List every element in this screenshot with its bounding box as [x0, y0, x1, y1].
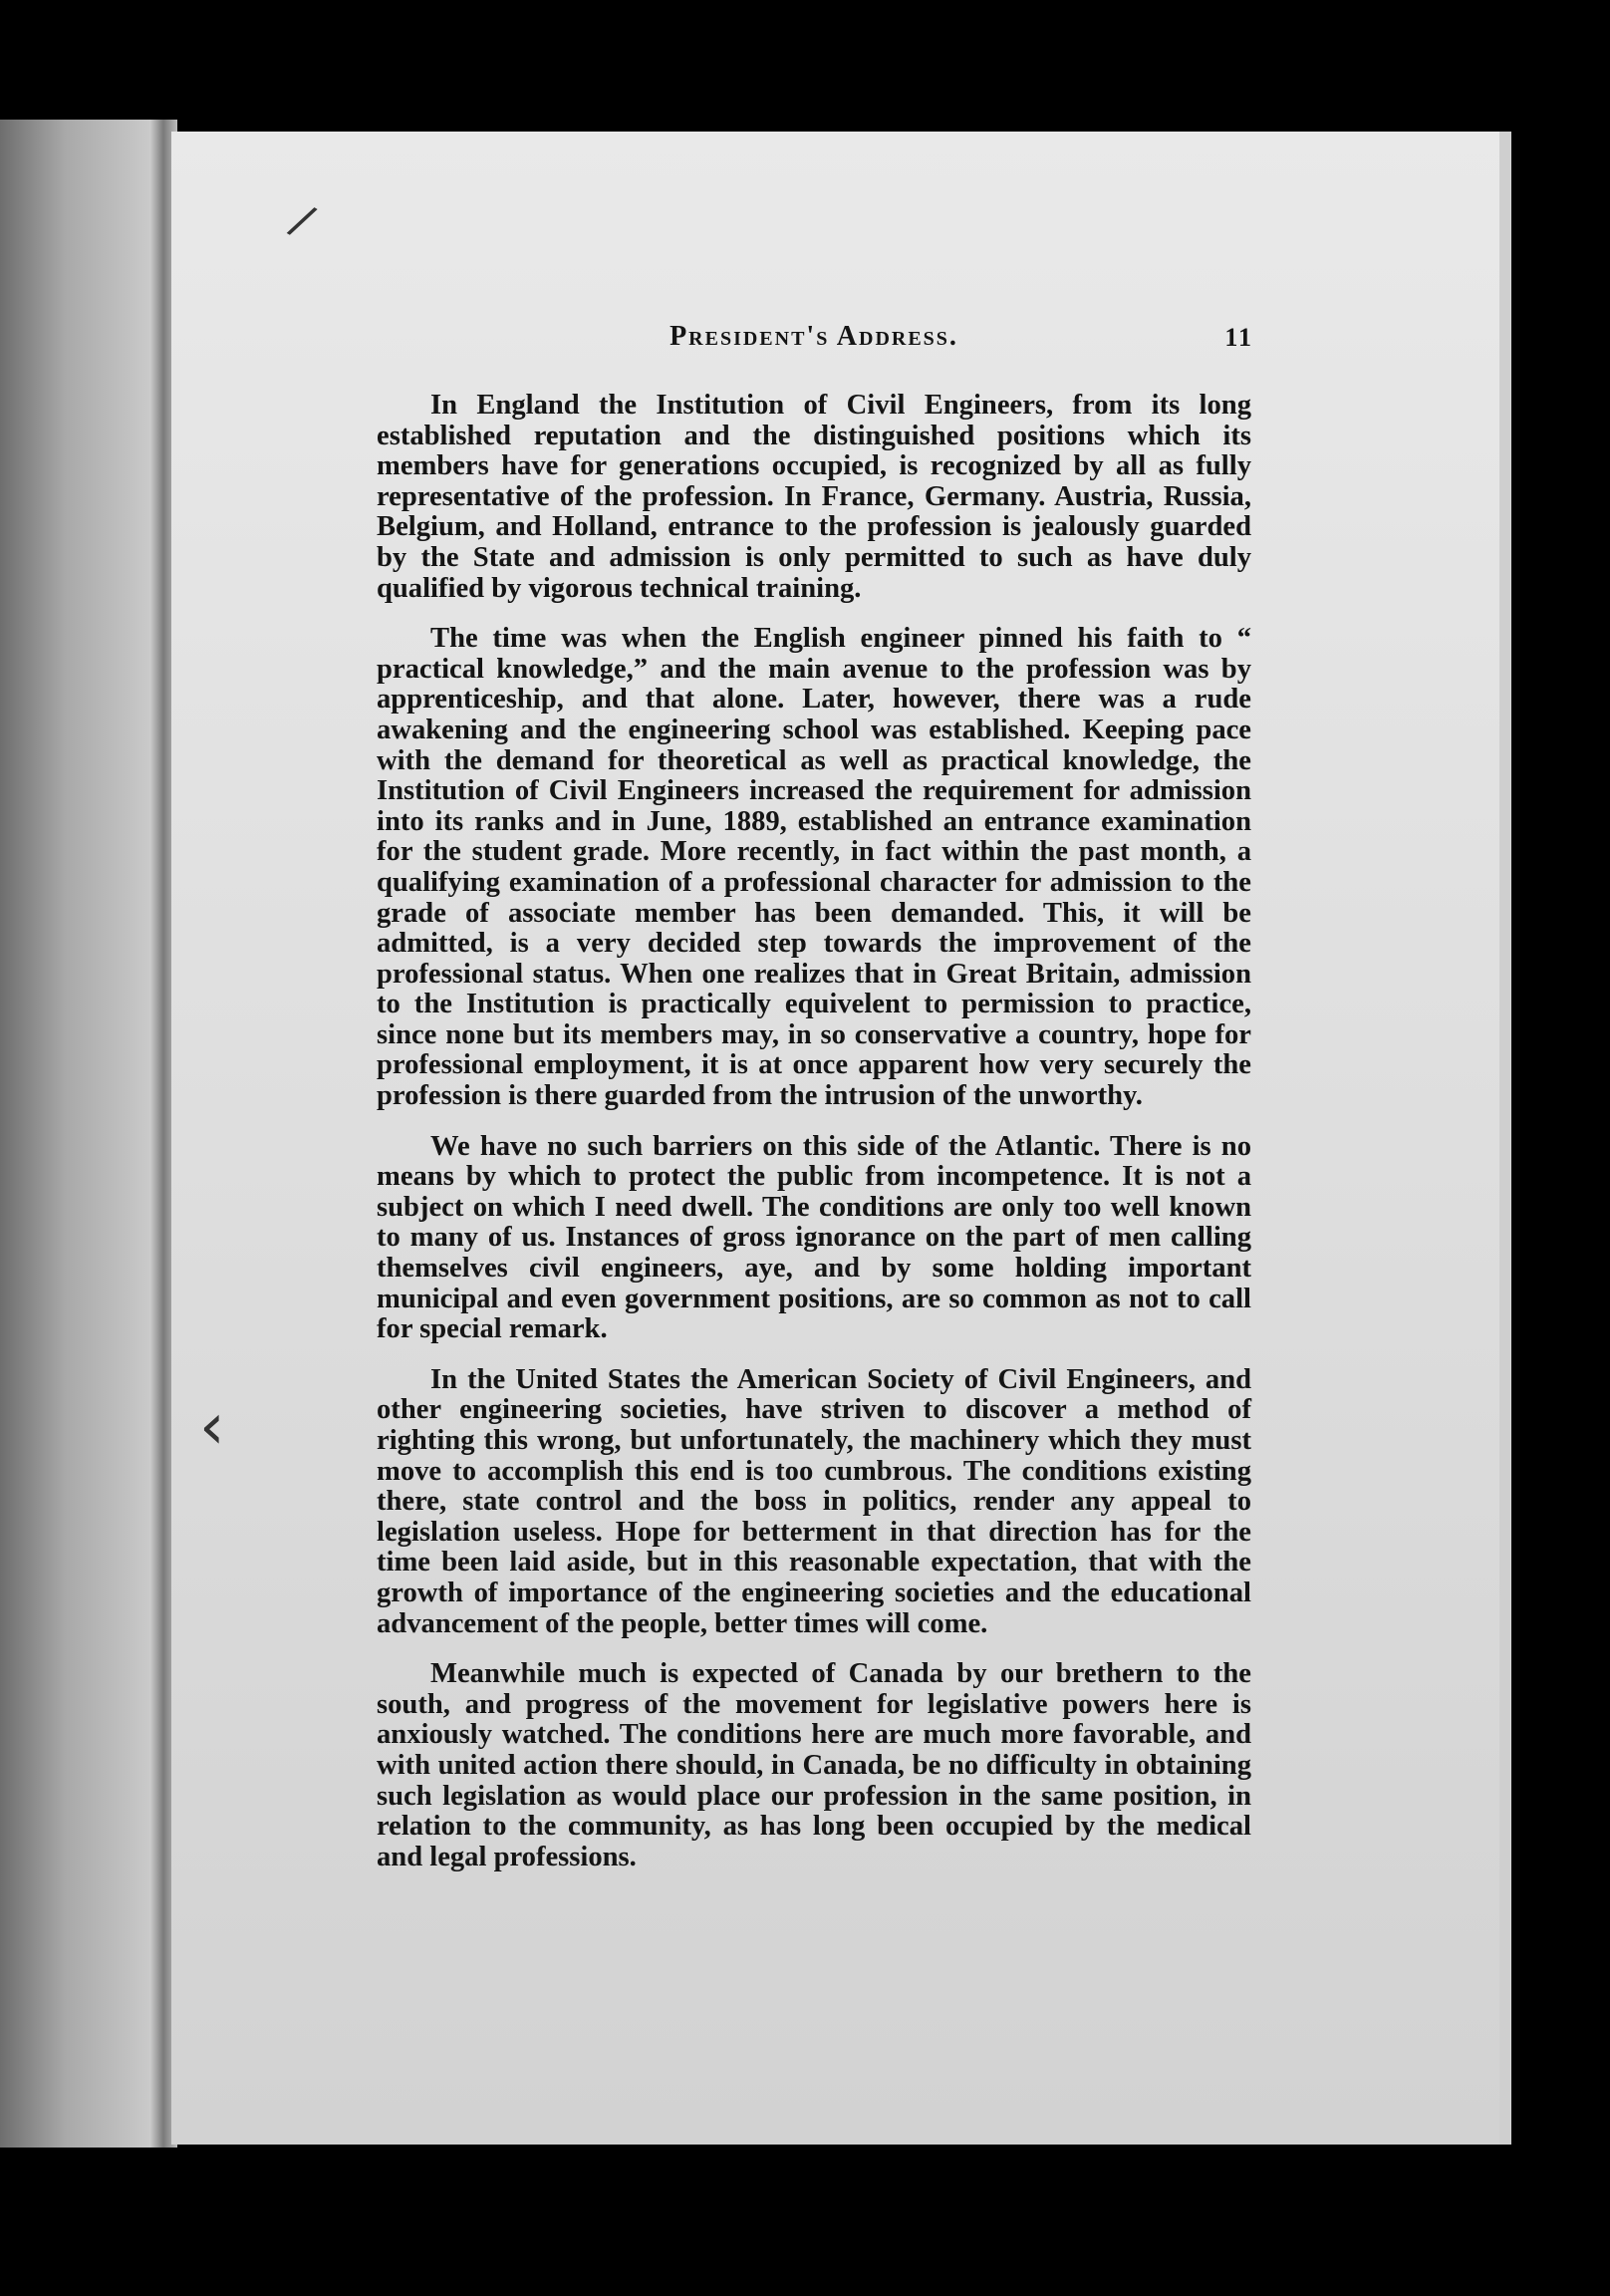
paragraph: In England the Institution of Civil Engineers, from its long established reputation and the distinguished positions which its members have for generations occupied, is recognized by all as fully representative of the profession. In France, Germany. Austria, Russia, Belgium, and Holland, entrance to the profession is jealously guarded by the State and admission is only permitted to such as have duly qualified by vigorous technical training.: [377, 390, 1251, 604]
page-number: 11: [1224, 323, 1253, 352]
page-body: [377, 391, 1251, 1872]
page-edge: [1499, 132, 1511, 2145]
paragraph: Meanwhile much is expected of Canada by our brethern to the south, and progress of the movement for legislative powers here is anxiously watched. The conditions here are much more favorable, and with united action there should, in Canada, be no difficulty in obtaining such legislation as would place our profession in the same position, in relation to the community, as has long been occupied by the medical and legal professions.: [377, 1658, 1251, 1872]
paragraph: In the United States the American Society of Civil Engineers, and other engineering societies, have striven to discover a method of righting this wrong, but unfortunately, the machinery which they must move to accomplish this end is too cumbrous. The conditions existing there, state control and the boss in politics, render any appeal to legislation useless. Hope for betterment in that direction has for the time been laid aside, but in this reasonable expectation, that with the growth of importance of the engineering societies and the educational advancement of the people, better times will come.: [377, 1363, 1251, 1639]
margin-mark: ‹: [199, 1390, 225, 1464]
paragraph: The time was when the English engineer pinned his faith to “ practical knowledge,” and the main avenue to the profession was by apprenticeship, and that alone. Later, however, there was a rude awakening and the engineering school was established. Keeping pace with the demand for theoretical as well as practical knowledge, the Institution of Civil Engineers increased the requirement for admission into its ranks and in June, 1889, established an entrance examination for the student grade. More recently, in fact within the past month, a qualifying examination of a professional character for admission to the grade of associate member has been demanded. This, it will be admitted, is a very decided step towards the improvement of the professional status. When one realizes that in Great Britain, admission to the Institution is practically equivelent to permission to practice, since none but its members may, in so conservative a country, hope for professional employment, it is at once apparent how very securely the profession is there guarded from the intrusion of the unworthy.: [377, 623, 1251, 1112]
running-title: President's Address.: [670, 321, 958, 352]
paragraph: We have no such barriers on this side of the Atlantic. There is no means by which to protect the public from incompetence. It is not a subject on which I need dwell. The conditions are only too well known to many of us. Instances of gross ignorance on the part of men calling themselves civil engineers, aye, and by some holding important municipal and even government positions, are so common as not to call for special remark.: [377, 1130, 1251, 1345]
pencil-mark: /: [283, 194, 322, 247]
facing-page-edge: [0, 120, 164, 2148]
running-head: [377, 321, 1251, 361]
